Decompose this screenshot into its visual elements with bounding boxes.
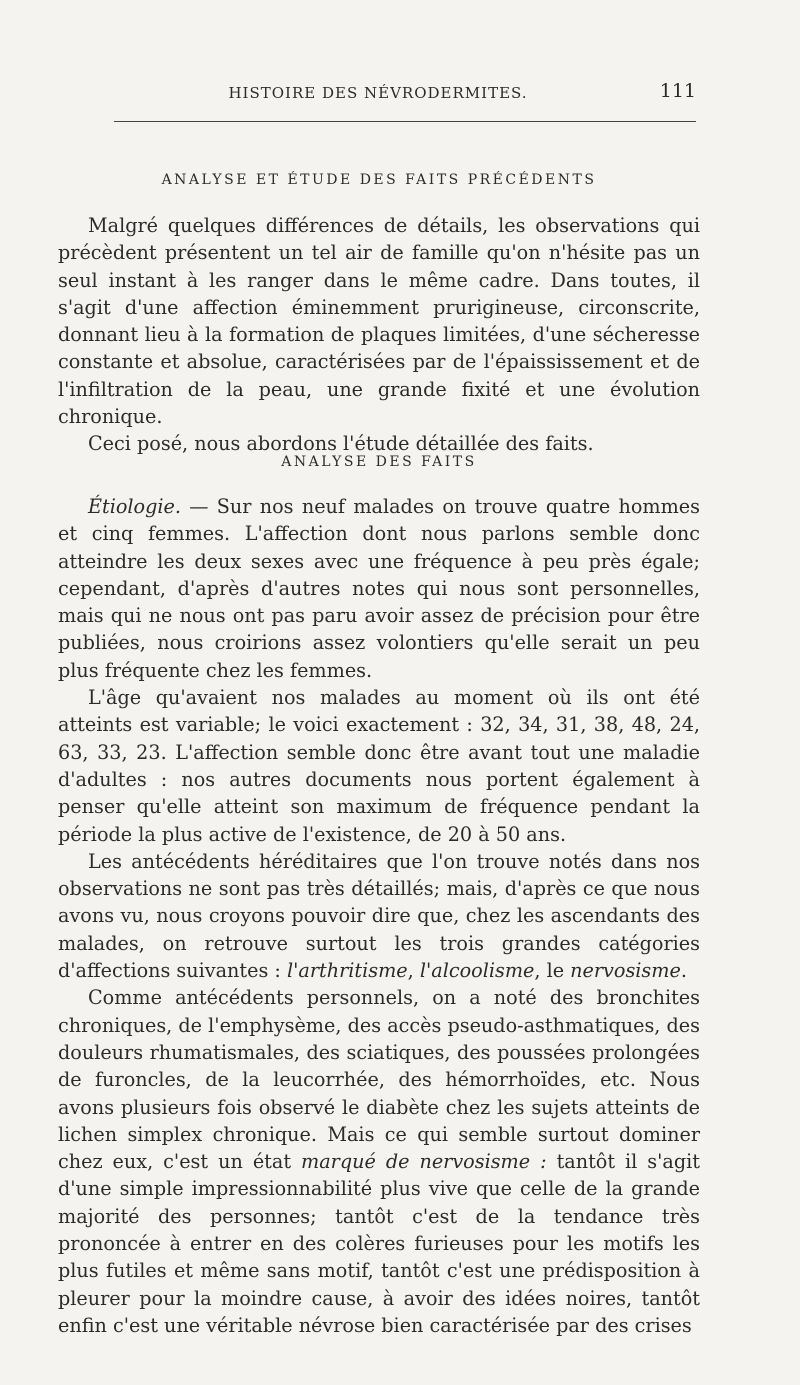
section-precedents-body xyxy=(58,212,700,458)
section-precedents xyxy=(58,172,700,188)
term-marque-nervosisme: marqué de nervosisme : xyxy=(301,1150,547,1174)
personal-text-end: tantôt il s'agit d'une simple impressionnabilité plus vive que celle de la grande majorité des personnes; tantôt c'est de la tendance très prononcée à entrer en des colères furieuses pour les motifs les plus futiles et même sans motif, tantôt c'est une prédisposition à pleurer pour la moindre cause, à avoir des idées noires, tantôt enfin c'est une véritable névrose bien caractérisée par des crises xyxy=(58,1150,701,1337)
section-analyse-body xyxy=(58,493,700,1339)
hereditary-text: Les antécédents héréditaires que l'on trouve notés dans nos observations ne sont pas très détaillés; mais, d'après ce que nous avons vu, nous croyons pouvoir dire que, chez les ascendants des malades, on retrouve surtout les trois grandes catégories d'affections suivantes : xyxy=(58,849,700,983)
paragraph-personal xyxy=(58,984,700,1339)
section-heading-precedents: ANALYSE ET ÉTUDE DES FAITS PRÉCÉDENTS xyxy=(161,172,597,188)
personal-text-start: Comme antécédents personnels, on a noté des bronchites chroniques, de l'emphysème, des accès pseudo-asthmatiques, des douleurs rhumatismales, des sciatiques, des poussées prolongées de furoncles, de la leucorrhée, des hémorrhoïdes, etc. Nous avons plusieurs fois observé le diabète chez les sujets atteints de lichen simplex chronique. Mais ce qui semble surtout dominer chez eux, c'est un état xyxy=(58,986,700,1174)
paragraph-age: L'âge qu'avaient nos malades au moment où ils ont été atteints est variable; le voici exactement : 32, 34, 31, 38, 48, 24, 63, 33, 23. L'affection semble donc être avant tout une maladie d'adultes : nos autres documents nous portent également à penser qu'elle atteint son maximum de fréquence pendant la période la plus active de l'existence, de 20 à 50 ans. xyxy=(58,686,700,846)
etiology-label: Étiologie. xyxy=(88,495,181,518)
page-number: 111 xyxy=(659,80,696,102)
paragraph-etiologie xyxy=(58,493,700,684)
header-rule xyxy=(114,121,696,122)
term-alcoolisme: l'alcoolisme xyxy=(419,959,535,983)
term-nervosisme: nervosisme xyxy=(570,959,681,983)
term-arthritisme: l'arthritisme xyxy=(287,959,408,983)
etiology-text: — Sur nos neuf malades on trouve quatre hommes et cinq femmes. L'affection dont nous parlons semble donc atteindre les deux sexes avec une fréquence à peu près égale; cependant, d'après d'autres notes qui nous sont personnelles, mais qui ne nous ont pas paru avoir assez de précision pour être publiées, nous croirions assez volontiers qu'elle serait un peu plus fréquente chez les femmes. xyxy=(58,495,700,682)
paragraph-precedents-1: Malgré quelques différences de détails, les observations qui précèdent présentent un tel air de famille qu'on n'hésite pas un seul instant à les ranger dans le même cadre. Dans toutes, il s'agit d'une affection éminemment prurigineuse, circonscrite, donnant lieu à la formation de plaques limitées, d'une sécheresse constante et absolue, caractérisées par de l'épaississement et de l'infiltration de la peau, une grande fixité et une évolution chronique. xyxy=(58,214,700,429)
running-title: HISTOIRE DES NÉVRODERMITES. xyxy=(228,84,528,102)
section-heading-analyse: ANALYSE DES FAITS xyxy=(281,454,477,470)
running-head xyxy=(60,80,696,106)
paragraph-hereditary: Les antécédents héréditaires que l'on trouve notés dans nos observations ne sont pas très détaillés; mais, d'après ce que nous avons vu, nous croyons pouvoir dire que, chez les ascendants des malades, on retrouve surtout les trois grandes catégories d'affections suivantes : l'arthritisme, l'alcoolisme, le nervosisme. xyxy=(58,849,700,983)
paragraph-precedents-2: Ceci posé, nous abordons l'étude détaillée des faits. xyxy=(88,432,594,456)
section-analyse xyxy=(58,454,700,470)
